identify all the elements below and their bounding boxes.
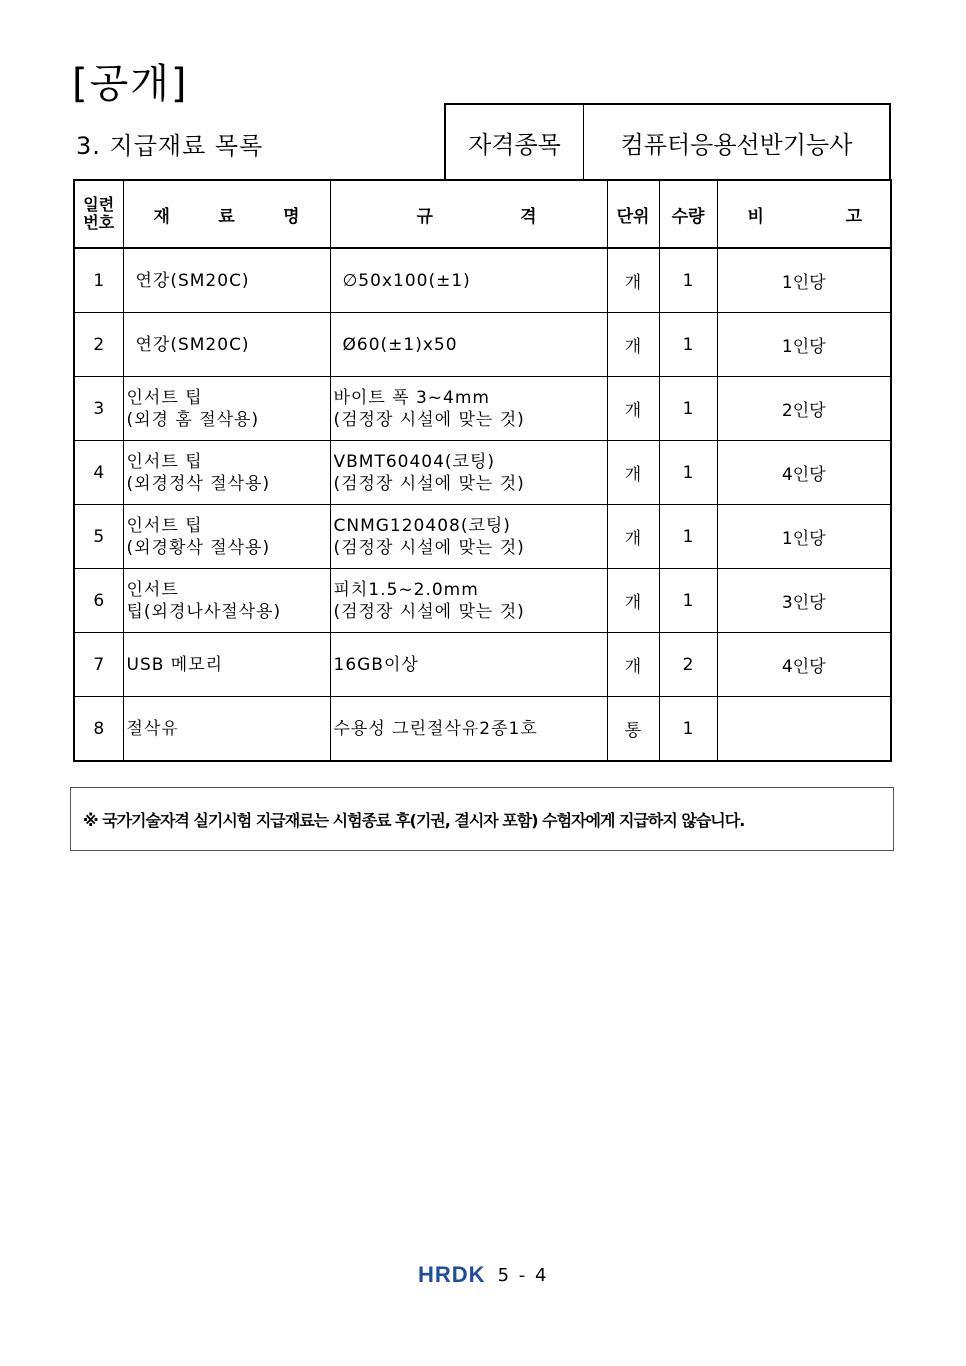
cell-serial-no: 5 (74, 505, 123, 569)
cell-note: 4인당 (717, 633, 891, 697)
spec-line: (검정장 시설에 맞는 것) (333, 473, 525, 494)
qualification-box (444, 103, 891, 179)
cell-note: 1인당 (717, 313, 891, 377)
spec-line: 수용성 그린절삭유2종1호 (333, 718, 538, 739)
material-name-line: 연강(SM20C) (135, 270, 250, 291)
cell-unit: 개 (607, 441, 659, 505)
header-serial-line1: 일련 (83, 195, 115, 214)
table-row (74, 633, 891, 697)
cell-serial-no: 1 (74, 248, 123, 313)
cell-note: 1인당 (717, 248, 891, 313)
header-note-char: 비 (747, 206, 764, 227)
cell-spec (330, 248, 607, 313)
header-spec (330, 180, 607, 248)
table-row (74, 377, 891, 441)
cell-note: 1인당 (717, 505, 891, 569)
cell-serial-no: 8 (74, 697, 123, 762)
spec-line: VBMT60404(코팅) (333, 451, 496, 472)
cell-qty: 1 (659, 248, 717, 313)
spec-line: 16GB이상 (333, 654, 419, 675)
cell-unit: 개 (607, 313, 659, 377)
table-row (74, 441, 891, 505)
cell-unit: 개 (607, 377, 659, 441)
page-title: [공개] (72, 61, 189, 107)
header-material-name (123, 180, 330, 248)
cell-qty: 1 (659, 697, 717, 762)
cell-serial-no: 3 (74, 377, 123, 441)
spec-line: CNMG120408(코팅) (333, 515, 511, 536)
header-name-char: 명 (283, 206, 300, 227)
cell-qty: 1 (659, 441, 717, 505)
cell-serial-no: 2 (74, 313, 123, 377)
cell-spec (330, 441, 607, 505)
cell-qty: 1 (659, 377, 717, 441)
table-row (74, 505, 891, 569)
header-serial-no (74, 180, 123, 248)
cell-material-name (123, 441, 330, 505)
spec-line: (검정장 시설에 맞는 것) (333, 537, 525, 558)
header-note (717, 180, 891, 248)
cell-material-name (123, 377, 330, 441)
header-spec-char: 격 (520, 206, 537, 227)
cell-qty: 1 (659, 505, 717, 569)
cell-spec (330, 633, 607, 697)
table-row (74, 569, 891, 633)
cell-serial-no: 6 (74, 569, 123, 633)
cell-unit: 개 (607, 633, 659, 697)
cell-material-name (123, 569, 330, 633)
qualification-label: 자격종목 (446, 105, 584, 179)
cell-qty: 1 (659, 569, 717, 633)
cell-note (717, 697, 891, 762)
spec-line: (검정장 시설에 맞는 것) (333, 409, 525, 430)
header-name-char: 료 (218, 206, 235, 227)
cell-serial-no: 4 (74, 441, 123, 505)
cell-note: 2인당 (717, 377, 891, 441)
page-number: 5 - 4 (497, 1264, 549, 1286)
spec-line: 피치1.5~2.0mm (333, 579, 479, 600)
cell-serial-no: 7 (74, 633, 123, 697)
header-spec-char: 규 (416, 206, 433, 227)
spec-line: 바이트 폭 3~4mm (333, 387, 490, 408)
cell-spec (330, 505, 607, 569)
materials-table (73, 179, 892, 762)
material-name-line: (외경 홈 절삭용) (126, 409, 260, 430)
cell-note: 3인당 (717, 569, 891, 633)
notice-box: ※ 국가기술자격 실기시험 지급재료는 시험종료 후(기권, 결시자 포함) 수험자에게 지급하지 않습니다. (70, 787, 894, 851)
spec-line: ∅50x100(±1) (342, 270, 471, 291)
table-row (74, 248, 891, 313)
qualification-value: 컴퓨터응용선반기능사 (620, 130, 853, 159)
material-name-line: 인서트 팁 (126, 515, 203, 536)
cell-material-name (123, 633, 330, 697)
material-name-line: 인서트 팁 (126, 387, 203, 408)
cell-spec (330, 377, 607, 441)
cell-spec (330, 569, 607, 633)
cell-material-name (123, 505, 330, 569)
cell-material-name (123, 697, 330, 762)
material-name-line: 인서트 팁 (126, 451, 203, 472)
header-name-char: 재 (153, 206, 170, 227)
cell-note: 4인당 (717, 441, 891, 505)
material-name-line: 팁(외경나사절삭용) (126, 601, 282, 622)
table-row (74, 697, 891, 762)
cell-unit: 통 (607, 697, 659, 762)
cell-material-name (123, 313, 330, 377)
hrdk-logo: HRDK (418, 1262, 486, 1287)
header-unit: 단위 (607, 180, 659, 248)
material-name-line: (외경정삭 절삭용) (126, 473, 271, 494)
spec-line: (검정장 시설에 맞는 것) (333, 601, 525, 622)
cell-spec (330, 313, 607, 377)
section-heading: 3. 지급재료 목록 (76, 132, 264, 160)
footer (418, 1262, 548, 1288)
material-name-line: 연강(SM20C) (135, 334, 250, 355)
material-name-line: USB 메모리 (126, 654, 224, 675)
table-row (74, 313, 891, 377)
header-qty: 수량 (659, 180, 717, 248)
table-header-row (74, 180, 891, 248)
cell-unit: 개 (607, 505, 659, 569)
header-serial-line2: 번호 (83, 213, 115, 232)
cell-qty: 1 (659, 313, 717, 377)
material-name-line: (외경황삭 절삭용) (126, 537, 271, 558)
cell-qty: 2 (659, 633, 717, 697)
cell-unit: 개 (607, 248, 659, 313)
cell-spec (330, 697, 607, 762)
material-name-line: 절삭유 (126, 718, 179, 739)
header-note-char: 고 (845, 206, 862, 227)
cell-unit: 개 (607, 569, 659, 633)
cell-material-name (123, 248, 330, 313)
material-name-line: 인서트 (126, 579, 179, 600)
spec-line: Ø60(±1)x50 (342, 334, 458, 355)
